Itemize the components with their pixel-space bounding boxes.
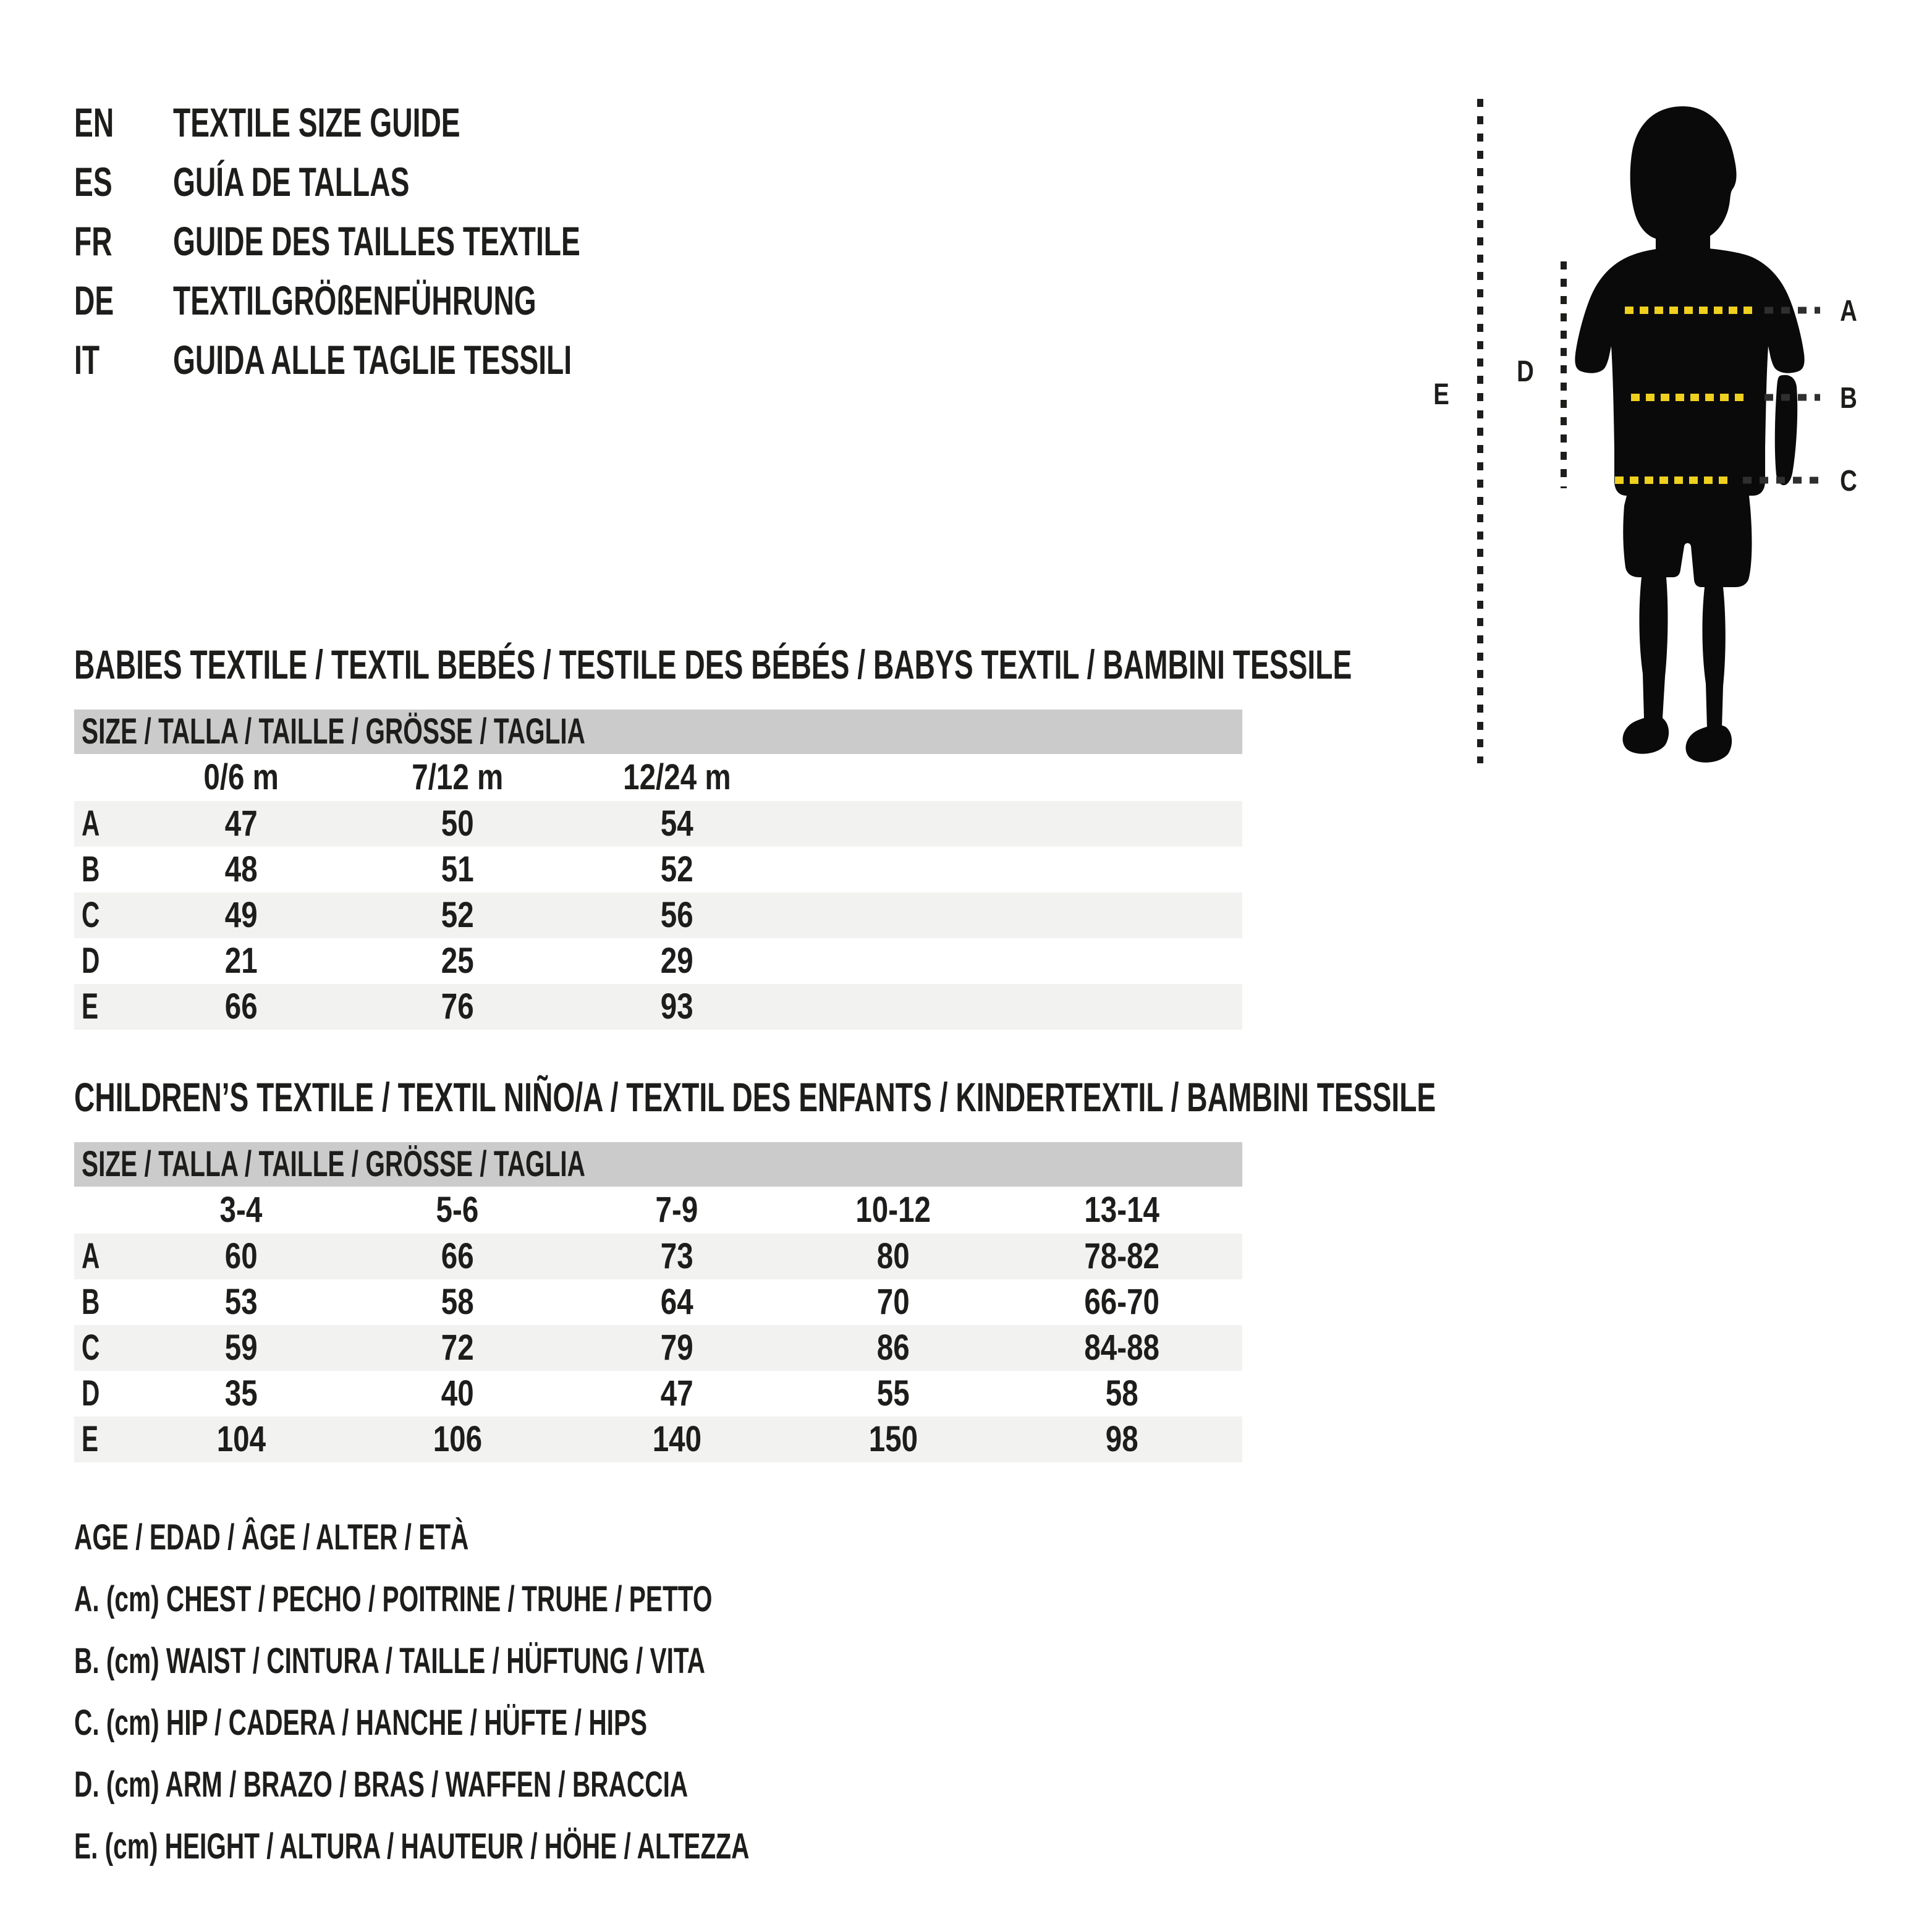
lang-title: GUIDE DES TAILLES TEXTILE — [173, 218, 580, 264]
row-label: D — [82, 941, 100, 981]
row-label: A — [82, 1236, 100, 1276]
lang-line-fr — [74, 211, 755, 271]
table-cell: 66 — [224, 986, 258, 1027]
table-row — [74, 1279, 1242, 1325]
lang-code: DE — [74, 278, 114, 323]
table-cell: 48 — [224, 849, 258, 889]
table-cell: 21 — [224, 941, 258, 981]
column-header — [74, 754, 148, 801]
row-label: B — [82, 849, 100, 889]
silhouette-shirt — [1575, 247, 1804, 496]
table-cell: 56 — [660, 895, 693, 935]
lang-title: TEXTILGRÖßENFÜHRUNG — [173, 278, 536, 323]
table-cell: 78-82 — [1084, 1236, 1159, 1276]
table-cell: 47 — [660, 1373, 693, 1413]
legend-age: AGE / EDAD / ÂGE / ALTER / ETÀ — [74, 1517, 469, 1557]
children-section — [74, 1075, 1932, 1462]
children-title: CHILDREN’S TEXTILE / TEXTIL NIÑO/A / TEXTIL DES ENFANTS / KINDERTEXTIL / BAMBINI TESSILE — [74, 1074, 1436, 1120]
babies-column-header-row — [74, 754, 1242, 801]
column-header: 13-14 — [1084, 1190, 1159, 1230]
row-label: A — [82, 803, 100, 844]
row-label: D — [82, 1373, 100, 1413]
table-cell: 104 — [216, 1419, 266, 1459]
legend-arm: D. (cm) ARM / BRAZO / BRAS / WAFFEN / BRACCIA — [74, 1765, 688, 1805]
measurement-legend — [74, 1507, 1039, 1878]
table-cell: 70 — [876, 1282, 910, 1322]
column-header: 10-12 — [855, 1190, 931, 1230]
table-cell: 60 — [224, 1236, 258, 1276]
table-row — [74, 1325, 1242, 1371]
language-header — [74, 93, 755, 389]
table-cell: 25 — [441, 941, 474, 981]
table-cell: 66 — [441, 1236, 474, 1276]
babies-size-header-bar: SIZE / TALLA / TAILLE / GRÖSSE / TAGLIA — [74, 710, 1242, 754]
figure-label-d: D — [1517, 355, 1534, 389]
figure-label-a: A — [1840, 295, 1857, 328]
table-row — [74, 892, 1242, 938]
row-label: E — [82, 1419, 99, 1459]
table-cell: 106 — [433, 1419, 482, 1459]
table-cell: 140 — [652, 1419, 701, 1459]
table-cell: 40 — [441, 1373, 474, 1413]
table-cell: 54 — [660, 803, 693, 844]
column-header — [74, 1187, 148, 1234]
table-cell: 72 — [441, 1328, 474, 1368]
lang-code: IT — [74, 337, 100, 383]
table-cell: 50 — [441, 803, 474, 844]
legend-chest: A. (cm) CHEST / PECHO / POITRINE / TRUHE / PETTO — [74, 1579, 713, 1619]
figure-label-e: E — [1433, 378, 1449, 412]
table-row — [74, 938, 1242, 984]
babies-title: BABIES TEXTILE / TEXTIL BEBÉS / TESTILE DES BÉBÉS / BABYS TEXTIL / BAMBINI TESSILE — [74, 642, 1352, 687]
legend-waist: B. (cm) WAIST / CINTURA / TAILLE / HÜFTUNG / VITA — [74, 1641, 705, 1681]
lang-code: ES — [74, 159, 112, 205]
lang-line-it — [74, 330, 755, 389]
column-header: 5-6 — [436, 1190, 479, 1230]
babies-section — [74, 643, 1899, 1030]
table-cell: 35 — [224, 1373, 258, 1413]
silhouette-shorts — [1623, 496, 1752, 587]
table-cell: 59 — [224, 1328, 258, 1368]
row-label: C — [82, 1328, 100, 1368]
figure-label-b: B — [1840, 382, 1857, 415]
silhouette-head — [1630, 106, 1737, 242]
table-cell: 76 — [441, 986, 474, 1027]
lang-line-de — [74, 271, 755, 330]
column-header: 7/12 m — [411, 757, 504, 797]
table-cell: 53 — [224, 1282, 258, 1322]
lang-title: GUIDA ALLE TAGLIE TESSILI — [173, 337, 572, 383]
table-cell: 80 — [876, 1236, 910, 1276]
table-cell: 47 — [224, 803, 258, 844]
lang-title: GUÍA DE TALLAS — [173, 159, 410, 205]
row-label: C — [82, 895, 100, 935]
table-cell: 52 — [441, 895, 474, 935]
legend-hip: C. (cm) HIP / CADERA / HANCHE / HÜFTE / HIPS — [74, 1703, 648, 1743]
column-header: 12/24 m — [622, 757, 731, 797]
table-cell: 86 — [876, 1328, 910, 1368]
row-label: E — [82, 986, 99, 1027]
figure-label-c: C — [1840, 465, 1857, 498]
table-cell: 64 — [660, 1282, 693, 1322]
lang-title: TEXTILE SIZE GUIDE — [173, 100, 460, 145]
lang-line-en — [74, 93, 755, 152]
table-cell: 84-88 — [1084, 1328, 1159, 1368]
table-cell: 51 — [441, 849, 474, 889]
table-row — [74, 1234, 1242, 1279]
silhouette-forearm — [1775, 375, 1797, 485]
table-cell: 150 — [868, 1419, 918, 1459]
lang-code: EN — [74, 100, 114, 145]
table-cell: 52 — [660, 849, 693, 889]
table-row — [74, 847, 1242, 892]
table-row — [74, 801, 1242, 847]
table-row — [74, 984, 1242, 1030]
table-cell: 29 — [660, 941, 693, 981]
table-cell: 49 — [224, 895, 258, 935]
legend-height: E. (cm) HEIGHT / ALTURA / HAUTEUR / HÖHE / ALTEZZA — [74, 1826, 750, 1866]
column-header: 3-4 — [219, 1190, 263, 1230]
children-size-header-bar: SIZE / TALLA / TAILLE / GRÖSSE / TAGLIA — [74, 1142, 1242, 1187]
table-cell: 66-70 — [1084, 1282, 1159, 1322]
table-cell: 58 — [441, 1282, 474, 1322]
table-cell: 98 — [1105, 1419, 1138, 1459]
table-row — [74, 1371, 1242, 1417]
table-cell: 93 — [660, 986, 693, 1027]
column-header: 0/6 m — [203, 757, 279, 797]
children-column-header-row — [74, 1187, 1242, 1234]
lang-line-es — [74, 152, 755, 211]
table-cell: 79 — [660, 1328, 693, 1368]
column-header: 7-9 — [655, 1190, 698, 1230]
table-cell: 73 — [660, 1236, 693, 1276]
row-label: B — [82, 1282, 100, 1322]
table-cell: 58 — [1105, 1373, 1138, 1413]
table-row — [74, 1417, 1242, 1462]
lang-code: FR — [74, 218, 112, 264]
table-cell: 55 — [876, 1373, 910, 1413]
